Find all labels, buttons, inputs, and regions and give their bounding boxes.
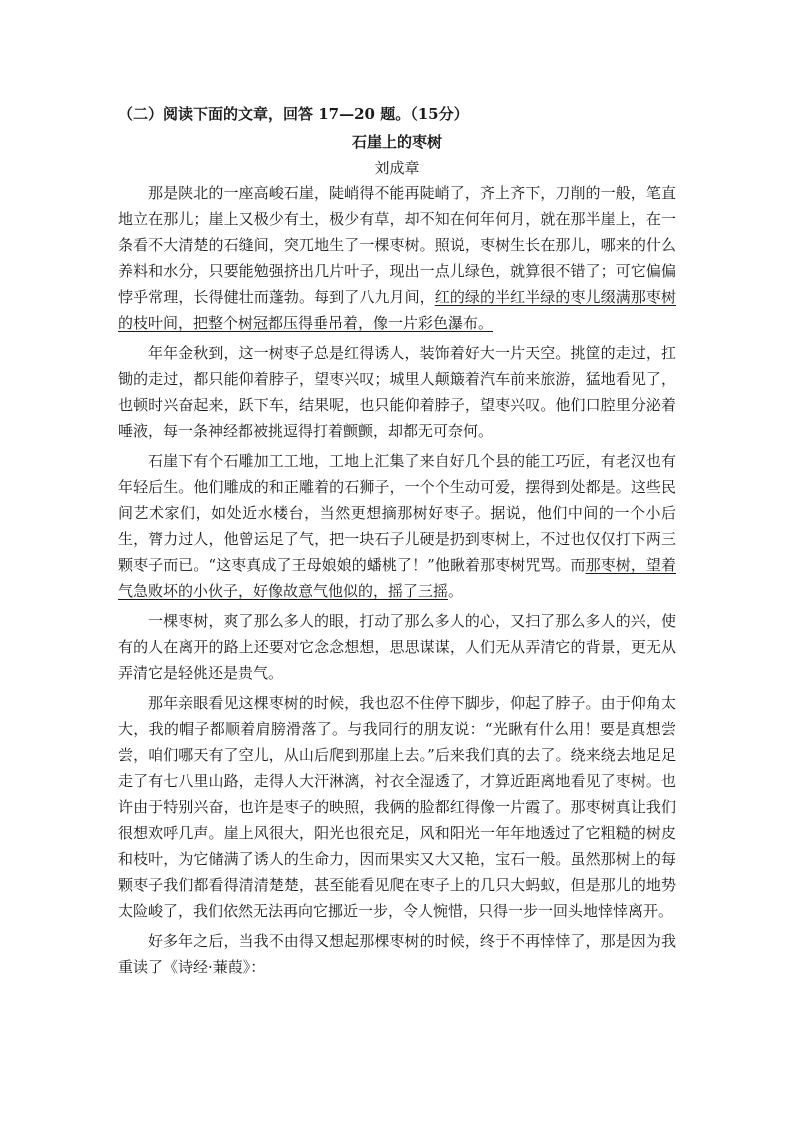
paragraph-3-text: 石崖下有个石雕加工工地，工地上汇集了来自好几个县的能工巧匠，有老汉也有年轻后生。他们雕成的和正雕着的石狮子，一个个生动可爱，摆得到处都是。这些民间艺术家们，如处近水楼台，当然更想摘那树好枣子。据说，他们中间的一个小后生，膂力过人，他曾运足了气，把一块石子儿硬是扔到枣树上，不过也仅仅打下两三颗枣子而已。“这枣真成了王母娘娘的蟠桃了！”他瞅着那枣树咒骂。而 xyxy=(118,452,676,574)
question-section-header: （二）阅读下面的文章，回答 17—20 题。（15分） xyxy=(118,105,469,123)
article-body xyxy=(118,180,676,984)
paragraph-1-text: 那是陕北的一座高峻石崖，陡峭得不能再陡峭了，齐上齐下，刀削的一般，笔直地立在那儿；崖上又极少有土，极少有草，却不知在何年何月，就在那半崖上，在一条看不大清楚的石缝间，突兀地生了一棵枣树。照说，枣树生长在那儿，哪来的什么养料和水分，只要能勉强挤出几片叶子，现出一点儿绿色，就算很不错了；可它偏偏悖乎常理，长得健壮而蓬勃。每到了八九月间， xyxy=(118,184,676,306)
paragraph-5: 那年亲眼看见这棵枣树的时候，我也忍不住停下脚步，仰起了脖子。由于仰角太大，我的帽子都顺着肩膀滑落了。与我同行的朋友说：“光瞅有什么用！要是真想尝尝，咱们哪天有了空儿，从山后爬到那崖上去。”后来我们真的去了。绕来绕去地足足走了有七八里山路，走得人大汗淋漓，衬衣全湿透了，才算近距离地看见了枣树。也许由于特别兴奋，也许是枣子的映照，我俩的脸都红得像一片霞了。那枣树真让我们很想欢呼几声。崖上风很大，阳光也很充足，风和阳光一年年地透过了它粗糙的树皮和枝叶，为它储满了诱人的生命力，因而果实又大又艳，宝石一般。虽然那树上的每颗枣子我们都看得清清楚楚，甚至能看见爬在枣子上的几只大蚂蚁，但是那儿的地势太险峻了，我们依然无法再向它挪近一步，令人惋惜，只得一步一回头地悻悻离开。 xyxy=(118,694,676,920)
article-title: 石崖上的枣树 xyxy=(351,133,442,151)
paragraph-2: 年年金秋到，这一树枣子总是红得诱人，装饰着好大一片天空。挑筐的走过，扛锄的走过，都只能仰着脖子，望枣兴叹；城里人颠簸着汽车前来旅游，猛地看见了，也顿时兴奋起来，跃下车，结果呢，也只能仰着脖子，望枣兴叹。他们口腔里分泌着唾液，每一条神经都被挑逗得打着颤颤，却都无可奈何。 xyxy=(118,344,676,440)
paragraph-1 xyxy=(118,180,676,336)
paragraph-4: 一棵枣树，爽了那么多人的眼，打动了那么多人的心，又扫了那么多人的兴，使有的人在离开的路上还要对它念念想想，思思谋谋，人们无从弄清它的背景，更无从弄清它是轻佻还是贵气。 xyxy=(118,612,676,682)
paragraph-3 xyxy=(118,448,676,604)
underlined-sentence-2: 那枣树，望着气急败坏的小伙子，好像故意气他似的，摇了三摇 xyxy=(118,556,676,600)
article-author: 刘成章 xyxy=(374,159,420,177)
paragraph-6: 好多年之后，当我不由得又想起那棵枣树的时候，终于不再悻悻了，那是因为我重读了《诗经·蒹葭》： xyxy=(118,932,676,976)
paragraph-3-end: 。 xyxy=(448,582,464,600)
underlined-sentence-1: 红的绿的半红半绿的枣儿缀满那枣树的枝叶间，把整个树冠都压得垂吊着，像一片彩色瀑布。 xyxy=(118,288,676,332)
